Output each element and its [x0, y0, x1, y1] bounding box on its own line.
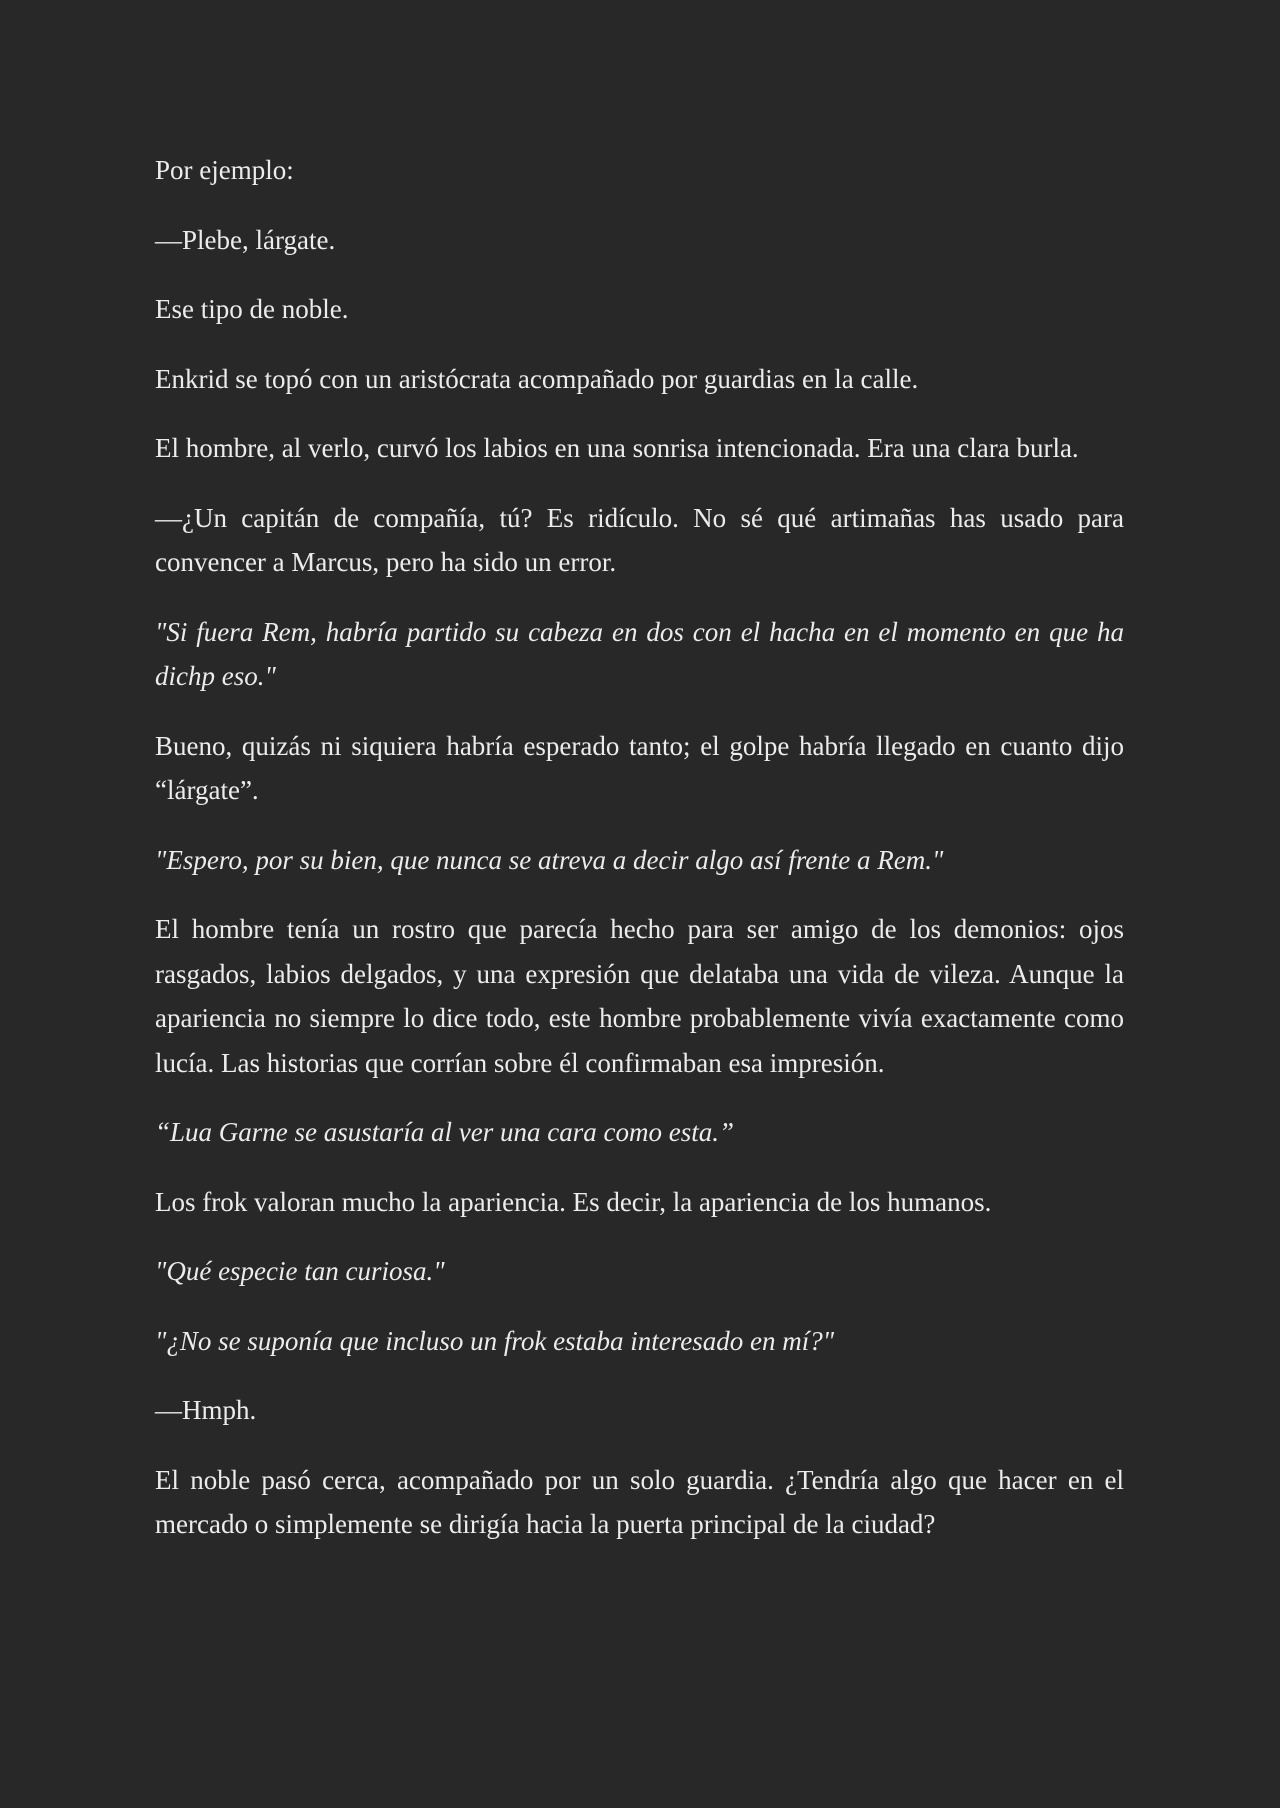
paragraph: El noble pasó cerca, acompañado por un solo guardia. ¿Tendría algo que hacer en el mercado o simplemente se dirigía hacia la puerta principal de la ciudad? [155, 1464, 1124, 1539]
paragraph: Enkrid se topó con un aristócrata acompañado por guardias en la calle. [155, 363, 919, 394]
paragraph: —Hmph. [155, 1395, 257, 1425]
chapter-text [155, 148, 1124, 1572]
paragraph: —Plebe, lárgate. [155, 224, 336, 255]
paragraph: Por ejemplo: [155, 155, 294, 185]
paragraph: “Lua Garne se asustaría al ver una cara como esta.” [155, 1117, 734, 1147]
paragraph: "¿No se suponía que incluso un frok estaba interesado en mí?" [155, 1325, 835, 1356]
paragraph: "Qué especie tan curiosa." [155, 1256, 445, 1286]
paragraph: Ese tipo de noble. [155, 294, 349, 324]
paragraph: "Espero, por su bien, que nunca se atreva a decir algo así frente a Rem." [155, 844, 944, 875]
paragraph: El hombre, al verlo, curvó los labios en una sonrisa intencionada. Era una clara burla. [155, 433, 1079, 463]
paragraph: El hombre tenía un rostro que parecía hecho para ser amigo de los demonios: ojos rasgados, labios delgados, y una expresión que delataba una vida de vileza. Aunque la apariencia no siempre lo dice todo, este hombre probablemente vivía exactamente como lucía. Las historias que corrían sobre él confirmaban esa impresión. [155, 914, 1124, 1078]
paragraph: Los frok valoran mucho la apariencia. Es decir, la apariencia de los humanos. [155, 1186, 992, 1217]
paragraph: Bueno, quizás ni siquiera habría esperado tanto; el golpe habría llegado en cuanto dijo “lárgate”. [155, 730, 1124, 805]
paragraph: —¿Un capitán de compañía, tú? Es ridículo. No sé qué artimañas has usado para convencer a Marcus, pero ha sido un error. [155, 502, 1124, 577]
paragraph: "Si fuera Rem, habría partido su cabeza en dos con el hacha en el momento en que ha dichp eso." [155, 616, 1124, 691]
